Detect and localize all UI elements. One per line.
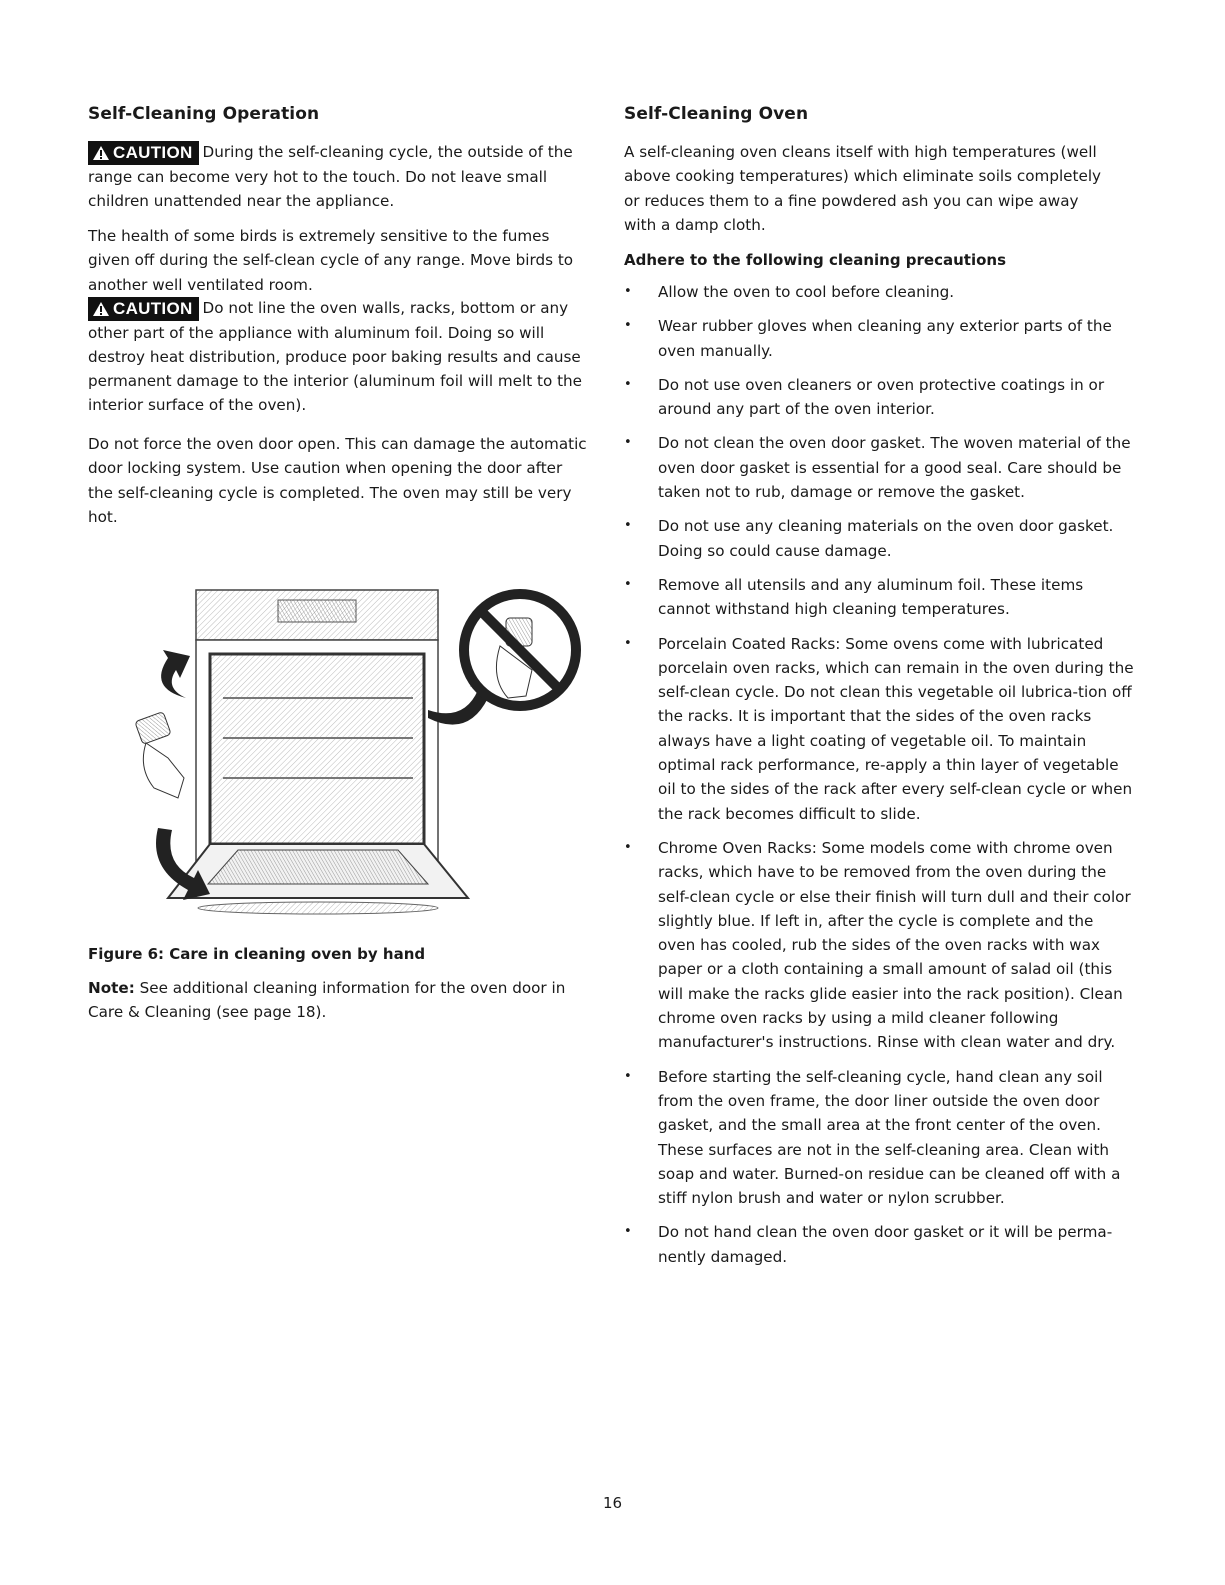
section-heading-self-cleaning-operation: Self-Cleaning Operation bbox=[88, 104, 320, 124]
list-item: • Chrome Oven Racks: Some models come with chrome oven racks, which have to be removed from the oven during the self-clean cycle or else their finish will turn dull and their color slightly blue. If left in, after the cycle is complete and the oven has cooled, rub the sides of the oven racks with wax paper or a cloth containing a small amount of salad oil (this will make the racks glide easier into the rack position). Clean chrome oven racks by using a mild cleaner following manufacturer's instructions. Rinse with clean water and dry. bbox=[624, 836, 1134, 1055]
oven-cleaning-illustration bbox=[128, 578, 588, 918]
caution-paragraph-aluminum-foil: CAUTION Do not line the oven walls, racks, bottom or any other part of the appliance with aluminum foil. Doing so will destroy heat distribution, produce poor baking results and cause permanent damage to the interior (aluminum foil will melt to the interior surface of the oven). bbox=[88, 298, 583, 415]
oven-illustration-svg bbox=[128, 578, 588, 918]
section-heading-self-cleaning-oven: Self-Cleaning Oven bbox=[624, 104, 809, 124]
warning-triangle-icon bbox=[92, 301, 110, 317]
caution-badge: CAUTION bbox=[88, 297, 199, 321]
caution-badge: CAUTION bbox=[88, 141, 199, 165]
caution-paragraph-hot-surface: CAUTION During the self-cleaning cycle, the outside of the range can become very hot to the touch. Do not leave small children unattended near the appliance. bbox=[88, 142, 573, 210]
birds-paragraph: The health of some birds is extremely sensitive to the fumes given off during the self-clean cycle of any range. Move birds to another well ventilated room. bbox=[88, 227, 574, 294]
page-number: 16 bbox=[602, 1494, 623, 1512]
oven-display bbox=[278, 600, 356, 622]
hand-icon bbox=[143, 743, 184, 798]
precautions-list bbox=[624, 280, 1134, 1279]
precautions-heading: Adhere to the following cleaning precautions bbox=[624, 251, 1007, 269]
list-item: • Allow the oven to cool before cleaning. bbox=[624, 280, 1134, 304]
figure-caption: Figure 6: Care in cleaning oven by hand bbox=[88, 945, 426, 963]
arrow-icon bbox=[161, 650, 190, 698]
intro-paragraph: A self-cleaning oven cleans itself with high temperatures (well above cooking temperatures) which eliminate soils completely or reduces them to a fine powdered ash you can wipe away with a damp cloth. bbox=[624, 143, 1102, 234]
oven-cavity bbox=[210, 654, 424, 844]
list-item: • Wear rubber gloves when cleaning any exterior parts of the oven manually. bbox=[624, 314, 1134, 363]
list-item: • Do not use oven cleaners or oven protective coatings in or around any part of the oven interior. bbox=[624, 373, 1134, 422]
warning-triangle-icon bbox=[92, 145, 110, 161]
list-item: • Do not hand clean the oven door gasket or it will be perma-nently damaged. bbox=[624, 1220, 1134, 1269]
list-item: • Remove all utensils and any aluminum foil. These items cannot withstand high cleaning temperatures. bbox=[624, 573, 1134, 622]
oven-door-window bbox=[208, 850, 428, 884]
list-item: • Do not use any cleaning materials on the oven door gasket. Doing so could cause damage. bbox=[624, 514, 1134, 563]
sponge-icon bbox=[135, 712, 171, 745]
note-label: Note: bbox=[88, 979, 135, 997]
note-paragraph: Note: See additional cleaning information for the oven door in Care & Cleaning (see page 18). bbox=[88, 979, 566, 1022]
list-item: • Do not clean the oven door gasket. The woven material of the oven door gasket is essential for a good seal. Care should be taken not to rub, damage or remove the gasket. bbox=[624, 431, 1134, 504]
oven-door-paragraph: Do not force the oven door open. This can damage the automatic door locking system. Use caution when opening the door after the self-cleaning cycle is completed. The oven may still be very hot. bbox=[88, 435, 587, 526]
list-item: • Porcelain Coated Racks: Some ovens come with lubricated porcelain oven racks, which can remain in the oven during the self-clean cycle. Do not clean this vegetable oil lubrica-tion off the racks. It is important that the sides of the oven racks always have a light coating of vegetable oil. To maintain optimal rack performance, re-apply a thin layer of vegetable oil to the sides of the rack after every self-clean cycle or when the rack becomes difficult to slide. bbox=[624, 632, 1134, 826]
prohibited-sign-icon bbox=[464, 594, 576, 706]
list-item: • Before starting the self-cleaning cycle, hand clean any soil from the oven frame, the door liner outside the oven door gasket, and the small area at the front center of the oven. These surfaces are not in the self-cleaning area. Clean with soap and water. Burned-on residue can be cleaned off with a stiff nylon brush and water or nylon scrubber. bbox=[624, 1065, 1134, 1211]
